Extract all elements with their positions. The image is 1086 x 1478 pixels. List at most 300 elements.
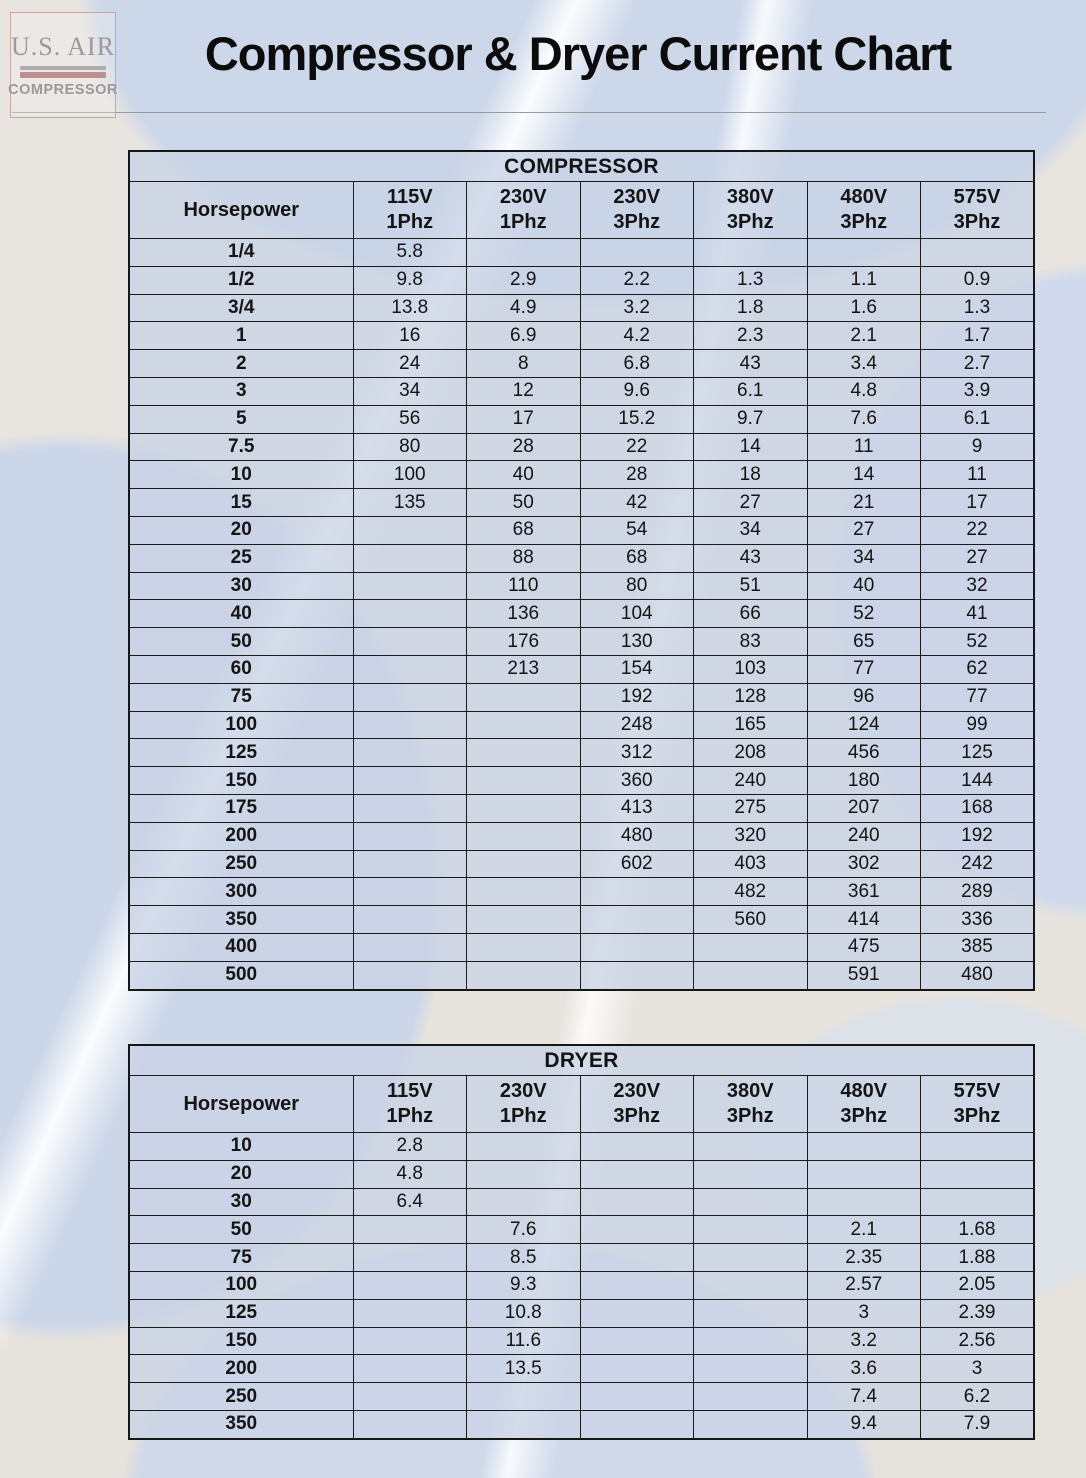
current-value-cell: 43 — [694, 350, 808, 378]
table-row — [129, 405, 1034, 433]
empty-cell — [694, 1188, 808, 1216]
current-value-cell: 8.5 — [467, 1244, 581, 1272]
horsepower-cell: 100 — [129, 1271, 353, 1299]
current-value-cell: 66 — [694, 600, 808, 628]
empty-cell — [694, 239, 808, 267]
table-row — [129, 628, 1034, 656]
horsepower-cell: 200 — [129, 1355, 353, 1383]
current-value-cell: 50 — [467, 489, 581, 517]
table-row — [129, 461, 1034, 489]
current-value-cell: 9.6 — [580, 377, 694, 405]
current-value-cell: 4.9 — [467, 294, 581, 322]
current-value-cell: 3.6 — [807, 1355, 921, 1383]
empty-cell — [353, 794, 467, 822]
horsepower-cell: 400 — [129, 933, 353, 961]
voltage-column-header: 230V 3Phz — [580, 182, 694, 239]
empty-cell — [694, 1133, 808, 1161]
current-value-cell: 1.6 — [807, 294, 921, 322]
horsepower-cell: 10 — [129, 461, 353, 489]
title-divider — [12, 112, 1046, 113]
table-row — [129, 1160, 1034, 1188]
table-row — [129, 767, 1034, 795]
current-value-cell: 3.4 — [807, 350, 921, 378]
current-value-cell: 99 — [921, 711, 1035, 739]
current-value-cell: 2.56 — [921, 1327, 1035, 1355]
horsepower-column-header: Horsepower — [129, 1076, 353, 1133]
voltage-column-header: 230V 3Phz — [580, 1076, 694, 1133]
current-value-cell: 3.2 — [580, 294, 694, 322]
empty-cell — [467, 822, 581, 850]
current-value-cell: 144 — [921, 767, 1035, 795]
horsepower-cell: 175 — [129, 794, 353, 822]
current-value-cell: 65 — [807, 628, 921, 656]
empty-cell — [353, 933, 467, 961]
current-value-cell: 77 — [807, 655, 921, 683]
current-value-cell: 3 — [921, 1355, 1035, 1383]
horsepower-cell: 75 — [129, 683, 353, 711]
empty-cell — [580, 1410, 694, 1438]
current-value-cell: 560 — [694, 906, 808, 934]
current-value-cell: 1.3 — [694, 266, 808, 294]
current-value-cell: 361 — [807, 878, 921, 906]
empty-cell — [467, 961, 581, 989]
horsepower-cell: 30 — [129, 1188, 353, 1216]
voltage-column-header: 380V 3Phz — [694, 182, 808, 239]
current-value-cell: 336 — [921, 906, 1035, 934]
empty-cell — [580, 239, 694, 267]
voltage-column-header: 575V 3Phz — [921, 182, 1035, 239]
logo-bar-gray — [20, 66, 106, 70]
table-row — [129, 878, 1034, 906]
table-row — [129, 322, 1034, 350]
current-value-cell: 136 — [467, 600, 581, 628]
current-value-cell: 207 — [807, 794, 921, 822]
current-value-cell: 13.5 — [467, 1355, 581, 1383]
table-row — [129, 350, 1034, 378]
current-value-cell: 2.8 — [353, 1133, 467, 1161]
current-value-cell: 208 — [694, 739, 808, 767]
table-row — [129, 1410, 1034, 1438]
empty-cell — [580, 1383, 694, 1411]
current-value-cell: 83 — [694, 628, 808, 656]
current-value-cell: 180 — [807, 767, 921, 795]
table-row — [129, 794, 1034, 822]
empty-cell — [580, 1271, 694, 1299]
table-row — [129, 433, 1034, 461]
current-value-cell: 6.2 — [921, 1383, 1035, 1411]
empty-cell — [353, 1216, 467, 1244]
empty-cell — [580, 878, 694, 906]
current-value-cell: 27 — [694, 489, 808, 517]
logo-bar-red — [20, 72, 106, 78]
empty-cell — [921, 1188, 1035, 1216]
current-value-cell: 68 — [467, 516, 581, 544]
empty-cell — [694, 1160, 808, 1188]
current-value-cell: 1.1 — [807, 266, 921, 294]
horsepower-cell: 350 — [129, 1410, 353, 1438]
table-row — [129, 489, 1034, 517]
empty-cell — [353, 572, 467, 600]
current-value-cell: 3.2 — [807, 1327, 921, 1355]
table-row — [129, 544, 1034, 572]
current-value-cell: 22 — [580, 433, 694, 461]
current-value-cell: 2.2 — [580, 266, 694, 294]
empty-cell — [467, 933, 581, 961]
current-value-cell: 320 — [694, 822, 808, 850]
table-row — [129, 1133, 1034, 1161]
current-value-cell: 2.57 — [807, 1271, 921, 1299]
empty-cell — [580, 1355, 694, 1383]
empty-cell — [353, 1355, 467, 1383]
current-value-cell: 56 — [353, 405, 467, 433]
current-value-cell: 52 — [921, 628, 1035, 656]
current-value-cell: 312 — [580, 739, 694, 767]
current-value-cell: 124 — [807, 711, 921, 739]
voltage-column-header: 575V 3Phz — [921, 1076, 1035, 1133]
current-value-cell: 130 — [580, 628, 694, 656]
horsepower-cell: 2 — [129, 350, 353, 378]
current-value-cell: 385 — [921, 933, 1035, 961]
empty-cell — [467, 711, 581, 739]
horsepower-cell: 25 — [129, 544, 353, 572]
current-value-cell: 42 — [580, 489, 694, 517]
current-value-cell: 41 — [921, 600, 1035, 628]
current-value-cell: 11.6 — [467, 1327, 581, 1355]
empty-cell — [467, 878, 581, 906]
dryer-section-title: DRYER — [129, 1045, 1034, 1076]
table-row — [129, 1188, 1034, 1216]
current-value-cell: 240 — [694, 767, 808, 795]
empty-cell — [580, 1133, 694, 1161]
table-row — [129, 933, 1034, 961]
table-row — [129, 600, 1034, 628]
horsepower-cell: 30 — [129, 572, 353, 600]
empty-cell — [353, 822, 467, 850]
table-row — [129, 822, 1034, 850]
compressor-table — [128, 150, 1035, 991]
current-value-cell: 3 — [807, 1299, 921, 1327]
current-value-cell: 192 — [921, 822, 1035, 850]
current-value-cell: 11 — [807, 433, 921, 461]
table-row — [129, 377, 1034, 405]
horsepower-cell: 3/4 — [129, 294, 353, 322]
table-row — [129, 1216, 1034, 1244]
current-value-cell: 1.88 — [921, 1244, 1035, 1272]
page-title: Compressor & Dryer Current Chart — [204, 27, 952, 80]
horsepower-cell: 350 — [129, 906, 353, 934]
current-value-cell: 6.4 — [353, 1188, 467, 1216]
horsepower-cell: 60 — [129, 655, 353, 683]
horsepower-cell: 20 — [129, 516, 353, 544]
current-value-cell: 403 — [694, 850, 808, 878]
horsepower-cell: 5 — [129, 405, 353, 433]
horsepower-cell: 300 — [129, 878, 353, 906]
current-value-cell: 7.4 — [807, 1383, 921, 1411]
empty-cell — [353, 600, 467, 628]
current-value-cell: 480 — [580, 822, 694, 850]
current-value-cell: 17 — [467, 405, 581, 433]
voltage-column-header: 480V 3Phz — [807, 182, 921, 239]
current-value-cell: 248 — [580, 711, 694, 739]
empty-cell — [467, 906, 581, 934]
current-value-cell: 2.1 — [807, 1216, 921, 1244]
current-value-cell: 15.2 — [580, 405, 694, 433]
current-value-cell: 16 — [353, 322, 467, 350]
table-row — [129, 239, 1034, 267]
empty-cell — [694, 1216, 808, 1244]
compressor-section-title: COMPRESSOR — [129, 151, 1034, 182]
current-value-cell: 6.9 — [467, 322, 581, 350]
current-value-cell: 9.3 — [467, 1271, 581, 1299]
voltage-column-header: 115V 1Phz — [353, 1076, 467, 1133]
horsepower-cell: 20 — [129, 1160, 353, 1188]
current-value-cell: 2.1 — [807, 322, 921, 350]
empty-cell — [353, 767, 467, 795]
empty-cell — [580, 1299, 694, 1327]
empty-cell — [694, 1271, 808, 1299]
current-value-cell: 77 — [921, 683, 1035, 711]
horsepower-cell: 500 — [129, 961, 353, 989]
current-value-cell: 176 — [467, 628, 581, 656]
empty-cell — [807, 1160, 921, 1188]
empty-cell — [580, 906, 694, 934]
current-value-cell: 7.6 — [467, 1216, 581, 1244]
current-value-cell: 7.9 — [921, 1410, 1035, 1438]
current-value-cell: 480 — [921, 961, 1035, 989]
current-value-cell: 275 — [694, 794, 808, 822]
empty-cell — [467, 794, 581, 822]
current-value-cell: 3.9 — [921, 377, 1035, 405]
empty-cell — [467, 1133, 581, 1161]
empty-cell — [467, 1160, 581, 1188]
current-value-cell: 28 — [467, 433, 581, 461]
empty-cell — [353, 1299, 467, 1327]
horsepower-cell: 1/4 — [129, 239, 353, 267]
current-value-cell: 34 — [353, 377, 467, 405]
current-value-cell: 80 — [580, 572, 694, 600]
table-row — [129, 1271, 1034, 1299]
current-value-cell: 9 — [921, 433, 1035, 461]
empty-cell — [580, 1188, 694, 1216]
current-value-cell: 128 — [694, 683, 808, 711]
horsepower-cell: 100 — [129, 711, 353, 739]
horsepower-cell: 1 — [129, 322, 353, 350]
voltage-column-header: 380V 3Phz — [694, 1076, 808, 1133]
current-value-cell: 4.8 — [807, 377, 921, 405]
current-value-cell: 4.2 — [580, 322, 694, 350]
current-value-cell: 475 — [807, 933, 921, 961]
current-value-cell: 52 — [807, 600, 921, 628]
empty-cell — [467, 767, 581, 795]
dryer-table — [128, 1044, 1035, 1440]
current-value-cell: 1.7 — [921, 322, 1035, 350]
current-value-cell: 14 — [694, 433, 808, 461]
current-value-cell: 240 — [807, 822, 921, 850]
table-row — [129, 266, 1034, 294]
current-value-cell: 62 — [921, 655, 1035, 683]
current-value-cell: 22 — [921, 516, 1035, 544]
horsepower-cell: 125 — [129, 739, 353, 767]
empty-cell — [353, 1327, 467, 1355]
current-value-cell: 40 — [807, 572, 921, 600]
horsepower-cell: 3 — [129, 377, 353, 405]
current-value-cell: 6.8 — [580, 350, 694, 378]
current-value-cell: 154 — [580, 655, 694, 683]
empty-cell — [467, 850, 581, 878]
table-row — [129, 906, 1034, 934]
current-value-cell: 125 — [921, 739, 1035, 767]
empty-cell — [353, 1244, 467, 1272]
logo-name-text: U.S. AIR — [10, 32, 116, 61]
voltage-column-header: 480V 3Phz — [807, 1076, 921, 1133]
voltage-column-header: 115V 1Phz — [353, 182, 467, 239]
table-row — [129, 572, 1034, 600]
horsepower-cell: 7.5 — [129, 433, 353, 461]
current-value-cell: 110 — [467, 572, 581, 600]
horsepower-cell: 150 — [129, 1327, 353, 1355]
empty-cell — [353, 739, 467, 767]
empty-cell — [580, 961, 694, 989]
current-value-cell: 18 — [694, 461, 808, 489]
empty-cell — [353, 1271, 467, 1299]
empty-cell — [353, 516, 467, 544]
horsepower-cell: 200 — [129, 822, 353, 850]
current-value-cell: 2.39 — [921, 1299, 1035, 1327]
current-value-cell: 11 — [921, 461, 1035, 489]
empty-cell — [694, 1244, 808, 1272]
empty-cell — [353, 878, 467, 906]
voltage-column-header: 230V 1Phz — [467, 182, 581, 239]
empty-cell — [353, 961, 467, 989]
current-value-cell: 68 — [580, 544, 694, 572]
table-row — [129, 683, 1034, 711]
current-value-cell: 0.9 — [921, 266, 1035, 294]
horsepower-column-header: Horsepower — [129, 182, 353, 239]
empty-cell — [694, 933, 808, 961]
current-value-cell: 2.05 — [921, 1271, 1035, 1299]
empty-cell — [467, 683, 581, 711]
current-value-cell: 2.7 — [921, 350, 1035, 378]
us-air-compressor-logo — [10, 12, 116, 118]
horsepower-cell: 15 — [129, 489, 353, 517]
current-value-cell: 32 — [921, 572, 1035, 600]
table-row — [129, 1244, 1034, 1272]
empty-cell — [467, 739, 581, 767]
empty-cell — [694, 1299, 808, 1327]
current-value-cell: 28 — [580, 461, 694, 489]
current-value-cell: 5.8 — [353, 239, 467, 267]
empty-cell — [580, 1244, 694, 1272]
horsepower-cell: 150 — [129, 767, 353, 795]
table-row — [129, 1299, 1034, 1327]
horsepower-cell: 125 — [129, 1299, 353, 1327]
current-value-cell: 213 — [467, 655, 581, 683]
empty-cell — [353, 906, 467, 934]
current-value-cell: 17 — [921, 489, 1035, 517]
empty-cell — [807, 1133, 921, 1161]
current-value-cell: 10.8 — [467, 1299, 581, 1327]
current-value-cell: 1.8 — [694, 294, 808, 322]
empty-cell — [353, 1383, 467, 1411]
empty-cell — [580, 933, 694, 961]
current-value-cell: 9.7 — [694, 405, 808, 433]
empty-cell — [353, 1410, 467, 1438]
current-value-cell: 2.3 — [694, 322, 808, 350]
current-value-cell: 24 — [353, 350, 467, 378]
current-value-cell: 456 — [807, 739, 921, 767]
table-row — [129, 1383, 1034, 1411]
current-value-cell: 7.6 — [807, 405, 921, 433]
current-value-cell: 12 — [467, 377, 581, 405]
empty-cell — [694, 961, 808, 989]
current-value-cell: 192 — [580, 683, 694, 711]
empty-cell — [353, 544, 467, 572]
empty-cell — [580, 1216, 694, 1244]
table-row — [129, 294, 1034, 322]
table-row — [129, 961, 1034, 989]
current-value-cell: 302 — [807, 850, 921, 878]
current-value-cell: 21 — [807, 489, 921, 517]
empty-cell — [580, 1327, 694, 1355]
empty-cell — [467, 239, 581, 267]
voltage-column-header: 230V 1Phz — [467, 1076, 581, 1133]
empty-cell — [353, 628, 467, 656]
logo-sub-text: COMPRESSOR — [8, 82, 118, 98]
empty-cell — [467, 1188, 581, 1216]
current-value-cell: 242 — [921, 850, 1035, 878]
current-value-cell: 1.3 — [921, 294, 1035, 322]
empty-cell — [580, 1160, 694, 1188]
current-value-cell: 13.8 — [353, 294, 467, 322]
current-value-cell: 43 — [694, 544, 808, 572]
horsepower-cell: 50 — [129, 1216, 353, 1244]
current-value-cell: 6.1 — [694, 377, 808, 405]
current-value-cell: 80 — [353, 433, 467, 461]
empty-cell — [694, 1327, 808, 1355]
empty-cell — [921, 239, 1035, 267]
current-value-cell: 135 — [353, 489, 467, 517]
current-value-cell: 14 — [807, 461, 921, 489]
current-value-cell: 9.8 — [353, 266, 467, 294]
current-value-cell: 414 — [807, 906, 921, 934]
empty-cell — [921, 1133, 1035, 1161]
current-value-cell: 165 — [694, 711, 808, 739]
current-value-cell: 88 — [467, 544, 581, 572]
current-value-cell: 34 — [807, 544, 921, 572]
empty-cell — [353, 683, 467, 711]
table-row — [129, 711, 1034, 739]
horsepower-cell: 75 — [129, 1244, 353, 1272]
current-value-cell: 96 — [807, 683, 921, 711]
current-value-cell: 100 — [353, 461, 467, 489]
table-row — [129, 516, 1034, 544]
current-value-cell: 27 — [921, 544, 1035, 572]
current-value-cell: 1.68 — [921, 1216, 1035, 1244]
empty-cell — [921, 1160, 1035, 1188]
current-value-cell: 168 — [921, 794, 1035, 822]
table-row — [129, 1355, 1034, 1383]
horsepower-cell: 250 — [129, 1383, 353, 1411]
current-value-cell: 6.1 — [921, 405, 1035, 433]
table-row — [129, 739, 1034, 767]
table-row — [129, 655, 1034, 683]
current-value-cell: 27 — [807, 516, 921, 544]
empty-cell — [694, 1410, 808, 1438]
current-value-cell: 360 — [580, 767, 694, 795]
empty-cell — [467, 1410, 581, 1438]
table-row — [129, 850, 1034, 878]
horsepower-cell: 40 — [129, 600, 353, 628]
